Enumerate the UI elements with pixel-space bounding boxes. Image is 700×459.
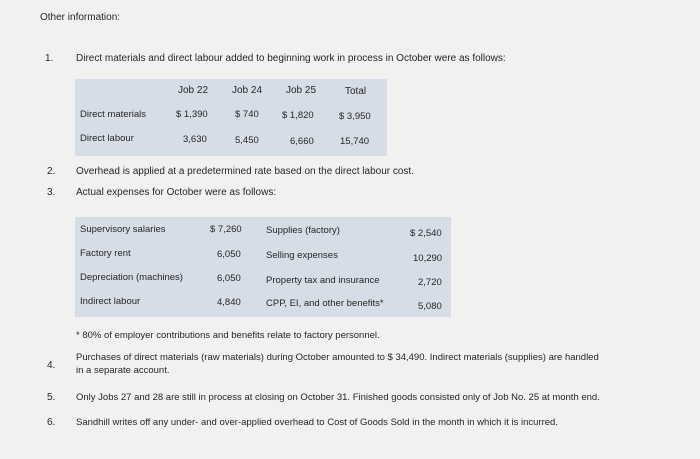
jobs-cell: 3,630 (183, 134, 207, 145)
item-number-1: 1. (45, 53, 54, 64)
item-number-5: 5. (47, 392, 56, 403)
expense-value: $ 7,260 (210, 224, 242, 235)
item-text-5: Only Jobs 27 and 28 are still in process at closing on October 31. Finished goods consisted only of Job No. 25 at month end. (76, 392, 600, 403)
jobs-header-job22: Job 22 (178, 85, 209, 96)
item-number-6: 6. (47, 417, 56, 428)
jobs-header-total: Total (345, 86, 367, 97)
jobs-cell: $ 740 (235, 109, 259, 120)
expense-label: Indirect labour (80, 296, 141, 307)
expense-label: Depreciation (machines) (80, 272, 183, 283)
jobs-cell: 5,450 (235, 135, 259, 146)
footnote: * 80% of employer contributions and benefits relate to factory personnel. (76, 330, 380, 341)
expense-value: 6,050 (217, 249, 241, 260)
jobs-row-label: Direct materials (80, 109, 146, 120)
item-text-3: Actual expenses for October were as follows: (76, 187, 277, 198)
jobs-cell: 6,660 (290, 136, 314, 147)
jobs-row-label: Direct labour (80, 133, 134, 144)
expense-label: Selling expenses (266, 250, 338, 261)
expense-value: 4,840 (217, 297, 241, 308)
item-text-6: Sandhill writes off any under- and over-applied overhead to Cost of Goods Sold in the month in which it is incurred. (76, 417, 558, 428)
expense-label: Supervisory salaries (80, 224, 166, 235)
item-number-4: 4. (47, 360, 56, 371)
jobs-header-job24: Job 24 (232, 85, 263, 96)
jobs-cell: 15,740 (340, 136, 370, 147)
expense-label: Supplies (factory) (266, 225, 340, 236)
jobs-header-job25: Job 25 (286, 85, 317, 96)
item-text-4-cont: in a separate account. (76, 365, 170, 376)
jobs-cell: $ 1,820 (282, 110, 314, 121)
jobs-cell: $ 1,390 (176, 109, 208, 120)
item-text-4: Purchases of direct materials (raw materials) during October amounted to $ 34,490. Indirect materials (supplies) are handled (76, 352, 599, 363)
expense-value: 10,290 (413, 253, 443, 264)
item-text-1: Direct materials and direct labour added to beginning work in process in October were as follows: (76, 53, 506, 64)
expense-label: CPP, EI, and other benefits* (266, 298, 384, 309)
expense-label: Factory rent (80, 248, 131, 259)
jobs-cell: $ 3,950 (339, 111, 371, 122)
expense-value: 5,080 (418, 301, 442, 312)
expense-label: Property tax and insurance (266, 275, 380, 286)
item-text-2: Overhead is applied at a predetermined rate based on the direct labour cost. (76, 166, 414, 177)
expense-value: 2,720 (418, 277, 442, 288)
section-heading: Other information: (40, 12, 121, 23)
expense-value: 6,050 (217, 273, 241, 284)
item-number-2: 2. (47, 166, 56, 177)
expense-value: $ 2,540 (410, 228, 442, 239)
item-number-3: 3. (47, 187, 56, 198)
